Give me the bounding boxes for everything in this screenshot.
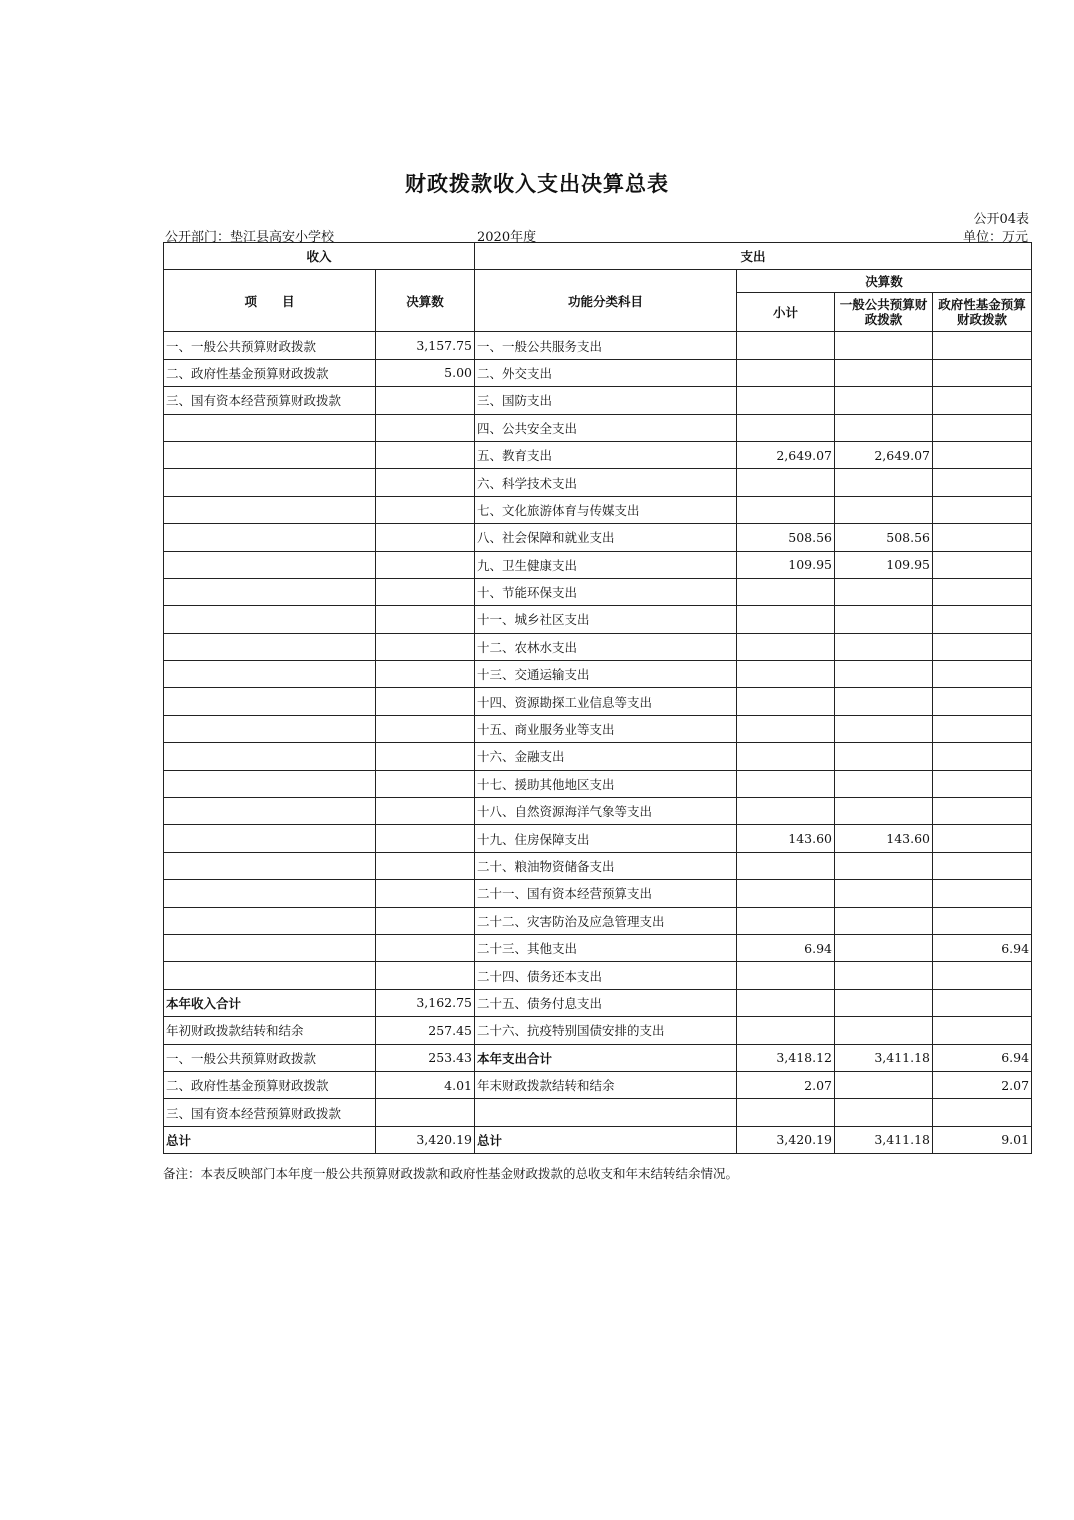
- subtotal-cell: [737, 332, 835, 359]
- subtotal-cell: [737, 715, 835, 742]
- expense-item-cell: 十四、资源勘探工业信息等支出: [475, 688, 737, 715]
- fund-budget-cell: [933, 578, 1032, 605]
- fund-budget-cell: [933, 798, 1032, 825]
- general-budget-cell: [835, 852, 933, 879]
- income-amount-cell: [376, 934, 475, 961]
- budget-table: [163, 242, 1032, 1154]
- subtotal-cell: [737, 387, 835, 414]
- expense-item-cell: 本年支出合计: [475, 1044, 737, 1071]
- income-amount-cell: [376, 962, 475, 989]
- income-amount-cell: [376, 770, 475, 797]
- subtotal-cell: 6.94: [737, 934, 835, 961]
- col-func-header: 功能分类科目: [475, 270, 737, 332]
- subtotal-cell: [737, 688, 835, 715]
- table-row: [164, 332, 1032, 359]
- expense-item-cell: 三、国防支出: [475, 387, 737, 414]
- income-item-cell: [164, 496, 376, 523]
- general-budget-cell: [835, 1071, 933, 1098]
- general-budget-cell: [835, 770, 933, 797]
- table-row: [164, 1071, 1032, 1098]
- subtotal-cell: [737, 469, 835, 496]
- general-budget-cell: [835, 387, 933, 414]
- fund-budget-cell: [933, 524, 1032, 551]
- general-budget-cell: 2,649.07: [835, 441, 933, 468]
- income-item-cell: [164, 606, 376, 633]
- income-item-cell: [164, 578, 376, 605]
- col-subtotal-header: 小计: [737, 293, 835, 332]
- fund-budget-cell: [933, 852, 1032, 879]
- subtotal-cell: 2.07: [737, 1071, 835, 1098]
- income-item-cell: 一、一般公共预算财政拨款: [164, 1044, 376, 1071]
- col-general-header: 一般公共预算财政拨款: [835, 293, 933, 332]
- fund-budget-cell: [933, 606, 1032, 633]
- subtotal-cell: [737, 578, 835, 605]
- expense-header: 支出: [475, 243, 1032, 270]
- table-row: [164, 441, 1032, 468]
- income-amount-cell: [376, 661, 475, 688]
- fund-budget-cell: 2.07: [933, 1071, 1032, 1098]
- income-item-cell: [164, 934, 376, 961]
- fund-budget-cell: [933, 496, 1032, 523]
- income-amount-cell: [376, 414, 475, 441]
- income-header: 收入: [164, 243, 475, 270]
- subtotal-cell: [737, 880, 835, 907]
- fund-budget-cell: [933, 359, 1032, 386]
- page-title: 财政拨款收入支出决算总表: [405, 171, 669, 196]
- table-row: [164, 1126, 1032, 1153]
- income-item-cell: 本年收入合计: [164, 989, 376, 1016]
- expense-item-cell: 二十六、抗疫特别国债安排的支出: [475, 1017, 737, 1044]
- general-budget-cell: [835, 715, 933, 742]
- table-row: [164, 414, 1032, 441]
- income-amount-cell: [376, 469, 475, 496]
- fund-budget-cell: [933, 962, 1032, 989]
- fund-budget-cell: [933, 551, 1032, 578]
- income-item-cell: [164, 633, 376, 660]
- fund-budget-cell: [933, 715, 1032, 742]
- subtotal-cell: 2,649.07: [737, 441, 835, 468]
- meta-line: [163, 226, 1030, 245]
- subtotal-cell: [737, 907, 835, 934]
- general-budget-cell: [835, 469, 933, 496]
- expense-item-cell: 二十五、债务付息支出: [475, 989, 737, 1016]
- subtotal-cell: [737, 798, 835, 825]
- income-amount-cell: [376, 387, 475, 414]
- subtotal-cell: [737, 633, 835, 660]
- general-budget-cell: [835, 880, 933, 907]
- general-budget-cell: [835, 1099, 933, 1126]
- expense-item-cell: 一、一般公共服务支出: [475, 332, 737, 359]
- general-budget-cell: 143.60: [835, 825, 933, 852]
- general-budget-cell: [835, 661, 933, 688]
- expense-item-cell: 年末财政拨款结转和结余: [475, 1071, 737, 1098]
- expense-item-cell: 二十二、灾害防治及应急管理支出: [475, 907, 737, 934]
- col-item-header: 项 目: [164, 270, 376, 332]
- income-item-cell: [164, 962, 376, 989]
- income-item-cell: [164, 798, 376, 825]
- expense-item-cell: 十一、城乡社区支出: [475, 606, 737, 633]
- fund-budget-cell: [933, 688, 1032, 715]
- income-item-cell: [164, 715, 376, 742]
- income-amount-cell: [376, 578, 475, 605]
- income-item-cell: 三、国有资本经营预算财政拨款: [164, 1099, 376, 1126]
- income-amount-cell: [376, 798, 475, 825]
- subtotal-cell: [737, 414, 835, 441]
- fund-budget-cell: 9.01: [933, 1126, 1032, 1153]
- table-row: [164, 743, 1032, 770]
- general-budget-cell: [835, 798, 933, 825]
- table-row: [164, 359, 1032, 386]
- col-final-header: 决算数: [737, 270, 1032, 293]
- general-budget-cell: 508.56: [835, 524, 933, 551]
- general-budget-cell: 109.95: [835, 551, 933, 578]
- income-item-cell: 二、政府性基金预算财政拨款: [164, 1071, 376, 1098]
- income-item-cell: [164, 524, 376, 551]
- income-item-cell: [164, 661, 376, 688]
- income-item-cell: 三、国有资本经营预算财政拨款: [164, 387, 376, 414]
- expense-item-cell: 二十三、其他支出: [475, 934, 737, 961]
- income-amount-cell: [376, 551, 475, 578]
- fund-budget-cell: [933, 387, 1032, 414]
- subtotal-cell: [737, 661, 835, 688]
- income-amount-cell: [376, 524, 475, 551]
- fund-budget-cell: [933, 633, 1032, 660]
- subtotal-cell: 3,418.12: [737, 1044, 835, 1071]
- table-row: [164, 496, 1032, 523]
- general-budget-cell: [835, 578, 933, 605]
- col-amount-header: 决算数: [376, 270, 475, 332]
- table-row: [164, 1044, 1032, 1071]
- fund-budget-cell: [933, 469, 1032, 496]
- income-amount-cell: 253.43: [376, 1044, 475, 1071]
- general-budget-cell: [835, 743, 933, 770]
- income-item-cell: 一、一般公共预算财政拨款: [164, 332, 376, 359]
- income-item-cell: 总计: [164, 1126, 376, 1153]
- income-item-cell: [164, 770, 376, 797]
- expense-item-cell: 七、文化旅游体育与传媒支出: [475, 496, 737, 523]
- income-amount-cell: [376, 825, 475, 852]
- table-row: [164, 934, 1032, 961]
- expense-item-cell: 六、科学技术支出: [475, 469, 737, 496]
- expense-item-cell: 二十四、债务还本支出: [475, 962, 737, 989]
- income-amount-cell: 3,157.75: [376, 332, 475, 359]
- table-row: [164, 606, 1032, 633]
- expense-item-cell: 四、公共安全支出: [475, 414, 737, 441]
- expense-item-cell: 九、卫生健康支出: [475, 551, 737, 578]
- table-row: [164, 715, 1032, 742]
- income-item-cell: [164, 688, 376, 715]
- income-amount-cell: 257.45: [376, 1017, 475, 1044]
- col-fund-header: 政府性基金预算财政拨款: [933, 293, 1032, 332]
- expense-item-cell: 总计: [475, 1126, 737, 1153]
- income-amount-cell: [376, 743, 475, 770]
- income-item-cell: [164, 907, 376, 934]
- form-number: 公开04表: [973, 212, 1029, 227]
- income-amount-cell: 4.01: [376, 1071, 475, 1098]
- subtotal-cell: [737, 770, 835, 797]
- income-amount-cell: [376, 715, 475, 742]
- income-amount-cell: [376, 1099, 475, 1126]
- general-budget-cell: [835, 989, 933, 1016]
- fund-budget-cell: [933, 989, 1032, 1016]
- expense-item-cell: 十二、农林水支出: [475, 633, 737, 660]
- income-amount-cell: [376, 606, 475, 633]
- department-label: 公开部门：垫江县高安小学校: [165, 230, 335, 245]
- income-amount-cell: [376, 633, 475, 660]
- expense-item-cell: 二、外交支出: [475, 359, 737, 386]
- income-amount-cell: [376, 496, 475, 523]
- table-row: [164, 578, 1032, 605]
- expense-item-cell: 十九、住房保障支出: [475, 825, 737, 852]
- footnote: 备注：本表反映部门本年度一般公共预算财政拨款和政府性基金财政拨款的总收支和年末结转结余情况。: [163, 1166, 739, 1181]
- table-row: [164, 633, 1032, 660]
- general-budget-cell: [835, 496, 933, 523]
- income-item-cell: [164, 743, 376, 770]
- income-item-cell: [164, 414, 376, 441]
- subtotal-cell: 3,420.19: [737, 1126, 835, 1153]
- fund-budget-cell: [933, 825, 1032, 852]
- general-budget-cell: [835, 962, 933, 989]
- fund-budget-cell: [933, 880, 1032, 907]
- fund-budget-cell: [933, 414, 1032, 441]
- income-item-cell: 二、政府性基金预算财政拨款: [164, 359, 376, 386]
- subtotal-cell: [737, 962, 835, 989]
- subtotal-cell: [737, 852, 835, 879]
- income-amount-cell: [376, 441, 475, 468]
- table-row: [164, 770, 1032, 797]
- table-row: [164, 989, 1032, 1016]
- general-budget-cell: [835, 359, 933, 386]
- year-label: 2020年度: [477, 230, 537, 245]
- table-row: [164, 962, 1032, 989]
- fund-budget-cell: 6.94: [933, 1044, 1032, 1071]
- table-row: [164, 688, 1032, 715]
- table-row: [164, 387, 1032, 414]
- expense-item-cell: [475, 1099, 737, 1126]
- income-amount-cell: 3,162.75: [376, 989, 475, 1016]
- expense-item-cell: 二十、粮油物资储备支出: [475, 852, 737, 879]
- income-item-cell: 年初财政拨款结转和结余: [164, 1017, 376, 1044]
- income-item-cell: [164, 469, 376, 496]
- general-budget-cell: [835, 332, 933, 359]
- expense-item-cell: 八、社会保障和就业支出: [475, 524, 737, 551]
- income-amount-cell: [376, 880, 475, 907]
- subtotal-cell: [737, 496, 835, 523]
- subtotal-cell: [737, 989, 835, 1016]
- income-amount-cell: [376, 907, 475, 934]
- general-budget-cell: [835, 934, 933, 961]
- expense-item-cell: 十五、商业服务业等支出: [475, 715, 737, 742]
- expense-item-cell: 十七、援助其他地区支出: [475, 770, 737, 797]
- subtotal-cell: [737, 1099, 835, 1126]
- general-budget-cell: 3,411.18: [835, 1044, 933, 1071]
- fund-budget-cell: 6.94: [933, 934, 1032, 961]
- income-item-cell: [164, 551, 376, 578]
- general-budget-cell: [835, 688, 933, 715]
- fund-budget-cell: [933, 743, 1032, 770]
- table-row: [164, 852, 1032, 879]
- general-budget-cell: [835, 606, 933, 633]
- fund-budget-cell: [933, 1017, 1032, 1044]
- expense-item-cell: 五、教育支出: [475, 441, 737, 468]
- general-budget-cell: [835, 1017, 933, 1044]
- table-row: [164, 880, 1032, 907]
- expense-item-cell: 二十一、国有资本经营预算支出: [475, 880, 737, 907]
- subtotal-cell: 109.95: [737, 551, 835, 578]
- income-item-cell: [164, 441, 376, 468]
- subtotal-cell: [737, 743, 835, 770]
- income-item-cell: [164, 852, 376, 879]
- subtotal-cell: [737, 359, 835, 386]
- income-amount-cell: 5.00: [376, 359, 475, 386]
- fund-budget-cell: [933, 770, 1032, 797]
- expense-item-cell: 十、节能环保支出: [475, 578, 737, 605]
- table-row: [164, 798, 1032, 825]
- table-row: [164, 825, 1032, 852]
- income-item-cell: [164, 825, 376, 852]
- table-row: [164, 1099, 1032, 1126]
- fund-budget-cell: [933, 661, 1032, 688]
- expense-item-cell: 十八、自然资源海洋气象等支出: [475, 798, 737, 825]
- income-amount-cell: [376, 688, 475, 715]
- subtotal-cell: [737, 606, 835, 633]
- income-amount-cell: [376, 852, 475, 879]
- table-row: [164, 907, 1032, 934]
- expense-item-cell: 十三、交通运输支出: [475, 661, 737, 688]
- income-item-cell: [164, 880, 376, 907]
- table-row: [164, 661, 1032, 688]
- table-row: [164, 469, 1032, 496]
- fund-budget-cell: [933, 907, 1032, 934]
- fund-budget-cell: [933, 332, 1032, 359]
- subtotal-cell: [737, 1017, 835, 1044]
- subtotal-cell: 143.60: [737, 825, 835, 852]
- general-budget-cell: [835, 633, 933, 660]
- fund-budget-cell: [933, 441, 1032, 468]
- table-row: [164, 1017, 1032, 1044]
- unit-label: 单位：万元: [962, 230, 1028, 245]
- general-budget-cell: 3,411.18: [835, 1126, 933, 1153]
- fund-budget-cell: [933, 1099, 1032, 1126]
- subtotal-cell: 508.56: [737, 524, 835, 551]
- table-row: [164, 551, 1032, 578]
- income-amount-cell: 3,420.19: [376, 1126, 475, 1153]
- table-row: [164, 524, 1032, 551]
- expense-item-cell: 十六、金融支出: [475, 743, 737, 770]
- general-budget-cell: [835, 414, 933, 441]
- general-budget-cell: [835, 907, 933, 934]
